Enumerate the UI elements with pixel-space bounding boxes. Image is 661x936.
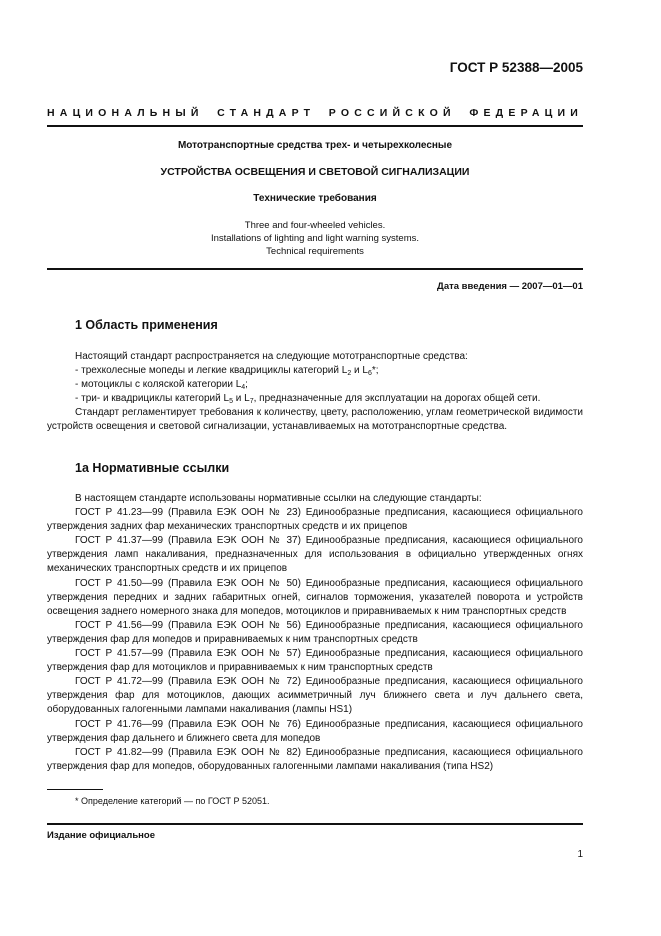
page-number: 1 <box>577 849 583 860</box>
section-1-closing: Стандарт регламентирует требования к количеству, цвету, расположению, углам геометрической видимости устройств освещения и световой сигнализации, устанавливаемых на мототранспортные средства. <box>47 407 583 433</box>
category-item: - мотоциклы с коляской категории $L_4$; <box>75 379 248 392</box>
title-english <box>47 219 583 258</box>
normative-reference: ГОСТ Р 41.37—99 (Правила ЕЭК ООН № 37) Единообразные предписания, касающиеся официального утверждения ламп накаливания, предназначенных для использования в официально утвержденных огнях механических транспортных средств и их прицепов <box>47 535 583 575</box>
national-standard-banner: НАЦИОНАЛЬНЫЙ СТАНДАРТ РОССИЙСКОЙ ФЕДЕРАЦИИ <box>47 107 583 119</box>
section-1a-body <box>47 492 583 774</box>
footnote: * Определение категорий — по ГОСТ Р 52051. <box>75 796 270 806</box>
normative-reference: ГОСТ Р 41.57—99 (Правила ЕЭК ООН № 57) Единообразные предписания, касающиеся официального утверждения фар для мотоциклов и приравниваемых к ним транспортных средств <box>47 648 583 674</box>
title-requirements: Технические требования <box>253 193 377 204</box>
section-1-intro: Настоящий стандарт распространяется на следующие мототранспортные средства: <box>75 351 468 362</box>
section-1a-heading: 1а Нормативные ссылки <box>75 461 230 475</box>
normative-reference: ГОСТ Р 41.72—99 (Правила ЕЭК ООН № 72) Единообразные предписания, касающиеся официального утверждения фар для мотоциклов, дающих асимметричный луч ближнего света и луч дальнего света, оборудованных галогенными лампами накаливания (лампы HS1) <box>47 676 583 716</box>
category-item: - трехколесные мопеды и легкие квадрициклы категорий $L_2$ и $L_6*$; <box>75 365 379 378</box>
title-main: УСТРОЙСТВА ОСВЕЩЕНИЯ И СВЕТОВОЙ СИГНАЛИЗАЦИИ <box>160 166 470 178</box>
title-subtitle: Мототранспортные средства трех- и четырехколесные <box>177 140 453 151</box>
section-1-heading: 1 Область применения <box>75 318 218 332</box>
document-number: ГОСТ Р 52388—2005 <box>449 60 583 75</box>
normative-reference: ГОСТ Р 41.50—99 (Правила ЕЭК ООН № 50) Единообразные предписания, касающиеся официального утверждения передних и задних габаритных огней, сигналов торможения, указателей поворота и устройств освещения заднего номерного знака для мопедов, мотоциклов и приравниваемых к ним транспортных средств <box>47 577 583 617</box>
normative-reference: ГОСТ Р 41.23—99 (Правила ЕЭК ООН № 23) Единообразные предписания, касающиеся официального утверждения задних фар механических транспортных средств и их прицепов <box>47 507 583 533</box>
title-english-line: Three and four-wheeled vehicles. <box>244 220 386 231</box>
title-english-line: Installations of lighting and light warning systems. <box>210 233 420 244</box>
normative-reference: ГОСТ Р 41.76—99 (Правила ЕЭК ООН № 76) Единообразные предписания, касающиеся официального утверждения фар дальнего и ближнего света для мопедов <box>47 718 583 744</box>
normative-reference: ГОСТ Р 41.56—99 (Правила ЕЭК ООН № 56) Единообразные предписания, касающиеся официального утверждения фар для мопедов и приравниваемых к ним транспортных средств <box>47 619 583 645</box>
title-english-line: Technical requirements <box>266 246 364 257</box>
bottom-divider <box>47 823 583 825</box>
section-1a-intro: В настоящем стандарте использованы нормативные ссылки на следующие стандарты: <box>75 493 482 504</box>
title-divider <box>47 268 583 270</box>
normative-reference: ГОСТ Р 41.82—99 (Правила ЕЭК ООН № 82) Единообразные предписания, касающиеся официального утверждения фар для мопедов, оборудованных галогенными лампами накаливания (типа HS2) <box>47 746 583 772</box>
introduction-date: Дата введения — 2007—01—01 <box>437 281 583 292</box>
top-divider <box>47 125 583 127</box>
category-item: - три- и квадрициклы категорий $L_5$ и $L_7$, предназначенные для эксплуатации на дорогах общей сети. <box>75 393 541 406</box>
section-1-body <box>47 350 583 435</box>
footnote-divider <box>47 789 103 790</box>
edition-label: Издание официальное <box>47 830 155 841</box>
